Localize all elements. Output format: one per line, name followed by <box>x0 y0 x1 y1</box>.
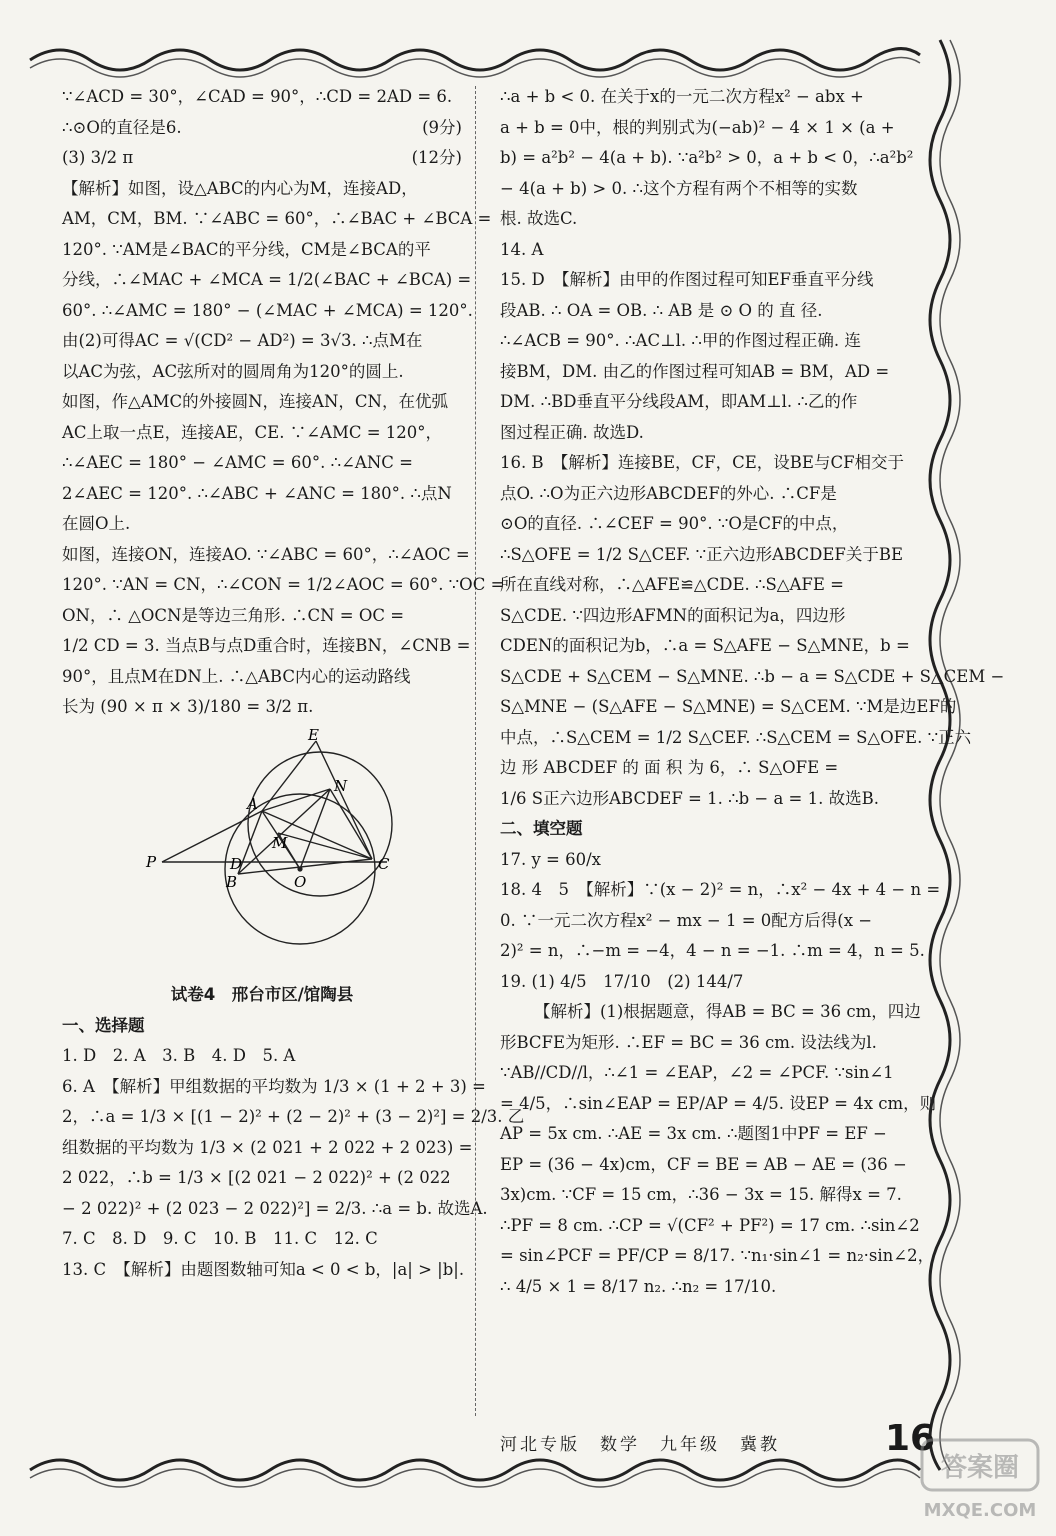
text-line: ∴a + b < 0. 在关于x的一元二次方程x² − abx + <box>500 87 864 106</box>
text-line: ∴PF = 8 cm. ∴CP = √(CF² + PF²) = 17 cm. ∴sin∠2 <box>500 1215 920 1235</box>
text-line: 【解析】如图，设△ABC的内心为M，连接AD， <box>62 178 418 198</box>
text-line: 2，∴a = 1/3 × [(1 − 2)² + (2 − 2)² + (3 − 2)²] = 2/3. 乙 <box>62 1107 525 1126</box>
text-line: ∵AB//CD//l，∴∠1 = ∠EAP，∠2 = ∠PCF. ∵sin∠1 <box>500 1063 894 1082</box>
figure-label: E <box>308 725 319 744</box>
geometry-figure <box>102 725 432 954</box>
text-line: b) = a²b² − 4(a + b). ∵a²b² > 0，a + b < 0，∴a²b² <box>500 148 914 167</box>
figure-label: O <box>294 872 307 891</box>
text-line: EP = (36 − 4x)cm，CF = BE = AB − AE = (36 − <box>500 1154 907 1174</box>
text-line: 根. 故选C. <box>500 209 578 228</box>
text-line: 2 022，∴b = 1/3 × [(2 021 − 2 022)² + (2 022 <box>62 1168 451 1187</box>
text-line: − 2 022)² + (2 023 − 2 022)²] = 2/3. ∴a = b. 故选A. <box>62 1198 488 1218</box>
text-line: 120°. ∵AM是∠BAC的平分线，CM是∠BCA的平 <box>62 239 431 259</box>
score-label: (12分) <box>411 148 462 167</box>
figure-label: A <box>247 794 258 813</box>
text-line: 如图，连接ON，连接AO. ∵∠ABC = 60°，∴∠AOC = <box>62 544 470 564</box>
figure-label: N <box>334 776 348 795</box>
text-line: 中点，∴S△CEM = 1/2 S△CEF. ∴S△CEM = S△OFE. ∵正六 <box>500 727 972 747</box>
text-line: 13. C 【解析】由题图数轴可知a < 0 < b，|a| > |b|. <box>62 1259 465 1279</box>
text-line: 18. 4 5 【解析】∵(x − 2)² = n，∴x² − 4x + 4 − n = <box>500 880 941 899</box>
text-line: 17. y = 60/x <box>500 849 601 869</box>
text-line: 1. D 2. A 3. B 4. D 5. A <box>62 1046 296 1065</box>
text-line: 1/2 CD = 3. 当点B与点D重合时，连接BN，∠CNB = <box>62 636 471 655</box>
figure-label: P <box>146 852 157 871</box>
text-line: 在圆O上. <box>62 514 131 533</box>
section-title: 试卷4 邢台市区/馆陶县 <box>170 985 354 1004</box>
text-line: (3) 3/2 π (12分) <box>62 143 462 174</box>
text-line: ∵∠ACD = 30°，∠CAD = 90°，∴CD = 2AD = 6. <box>62 87 453 106</box>
text-line: ON，∴ △OCN是等边三角形. ∴CN = OC = <box>62 605 405 625</box>
text-line: 90°，且点M在DN上. ∴△ABC内心的运动路线 <box>62 666 411 686</box>
figure-label: C <box>378 854 390 873</box>
text-line: S△MNE − (S△AFE − S△MNE) = S△CEM. ∵M是边EF的 <box>500 697 957 716</box>
text-line: 15. D 【解析】由甲的作图过程可知EF垂直平分线 <box>500 270 874 289</box>
text-line: 19. (1) 4/5 17/10 (2) 144/7 <box>500 971 744 991</box>
watermark-logo <box>920 1438 1040 1528</box>
text-line: ⊙O的直径. ∴∠CEF = 90°. ∵O是CF的中点， <box>500 514 849 533</box>
svg-text:答案圈: 答案圈 <box>940 1453 1020 1483</box>
text-line: − 4(a + b) > 0. ∴这个方程有两个不相等的实数 <box>500 178 858 198</box>
score-label: (9分) <box>422 117 462 137</box>
text-line: ∴S△OFE = 1/2 S△CEF. ∵正六边形ABCDEF关于BE <box>500 544 904 564</box>
right-column <box>500 82 1005 1302</box>
text-line: 组数据的平均数为 1/3 × (2 021 + 2 022 + 2 023) = <box>62 1137 473 1157</box>
section-heading: 一、选择题 <box>62 1015 145 1035</box>
text-line: 14. A <box>500 239 544 259</box>
text-line: 段AB. ∴ OA = OB. ∴ AB 是 ⊙ O 的 直 径. <box>500 300 823 320</box>
text-line: = 4/5，∴sin∠EAP = EP/AP = 4/5. 设EP = 4x cm，则 <box>500 1093 937 1113</box>
text-line: S△CDE. ∵四边形AFMN的面积记为a，四边形 <box>500 605 846 625</box>
text-line: AP = 5x cm. ∴AE = 3x cm. ∴题图1中PF = EF − <box>500 1124 887 1143</box>
figure-label: M <box>272 833 288 852</box>
text-line: S△CDE + S△CEM − S△MNE. ∴b − a = S△CDE + S△CEM − <box>500 666 1005 686</box>
text-line: 以AC为弦，AC弦所对的圆周角为120°的圆上. <box>62 361 404 381</box>
figure-label: B <box>226 872 238 891</box>
section-heading: 二、填空题 <box>500 819 583 838</box>
text-line: 如图，作△AMC的外接圆N，连接AN，CN，在优弧 <box>62 392 448 411</box>
text-line: 2)² = n，∴−m = −4，4 − n = −1. ∴m = 4，n = 5. <box>500 941 925 960</box>
text-line: 7. C 8. D 9. C 10. B 11. C 12. C <box>62 1229 378 1248</box>
text-line: 60°. ∴∠AMC = 180° − (∠MAC + ∠MCA) = 120°. <box>62 300 473 320</box>
text-line: 图过程正确. 故选D. <box>500 422 644 442</box>
text-line: CDEN的面积记为b，∴a = S△AFE − S△MNE，b = <box>500 636 910 655</box>
text-line: ∴ 4/5 × 1 = 8/17 n₂. ∴n₂ = 17/10. <box>500 1276 777 1296</box>
text-line: 形BCFE为矩形. ∴EF = BC = 36 cm. 设法线为l. <box>500 1032 877 1052</box>
text-line: 0. ∵一元二次方程x² − mx − 1 = 0配方后得(x − <box>500 910 873 930</box>
text-line: 边 形 ABCDEF 的 面 积 为 6，∴ S△OFE = <box>500 758 839 777</box>
text-line: 分线，∴∠MAC + ∠MCA = 1/2(∠BAC + ∠BCA) = <box>62 270 472 289</box>
text-line: = sin∠PCF = PF/CP = 8/17. ∵n₁·sin∠1 = n₂·sin∠2， <box>500 1246 935 1265</box>
text-line: 120°. ∵AN = CN，∴∠CON = 1/2∠AOC = 60°. ∵OC = <box>62 575 505 594</box>
text-line: 所在直线对称，∴△AFE≌△CDE. ∴S△AFE = <box>500 575 844 594</box>
text-line: 由(2)可得AC = √(CD² − AD²) = 3√3. ∴点M在 <box>62 331 423 350</box>
text-line: 【解析】(1)根据题意，得AB = BC = 36 cm，四边 <box>534 1002 921 1021</box>
text-line: 2∠AEC = 120°. ∴∠ABC + ∠ANC = 180°. ∴点N <box>62 483 452 503</box>
text-line: ∴⊙O的直径是6. (9分) <box>62 113 462 144</box>
text-line: AM，CM，BM. ∵∠ABC = 60°，∴∠BAC + ∠BCA = <box>62 209 492 228</box>
text-line: AC上取一点E，连接AE，CE. ∵∠AMC = 120°， <box>62 422 443 442</box>
text-line: a + b = 0中，根的判别式为(−ab)² − 4 × 1 × (a + <box>500 117 895 137</box>
svg-text:MXQE.COM: MXQE.COM <box>923 1500 1037 1521</box>
text-line: DM. ∴BD垂直平分线段AM，即AM⊥l. ∴乙的作 <box>500 392 858 411</box>
figure-label: D <box>230 854 243 873</box>
page-number: 16 <box>885 1418 936 1459</box>
text-line: 长为 (90 × π × 3)/180 = 3/2 π. <box>62 697 314 716</box>
text-line: ∴∠ACB = 90°. ∴AC⊥l. ∴甲的作图过程正确. 连 <box>500 331 861 350</box>
text-line: 接BM，DM. 由乙的作图过程可知AB = BM，AD = <box>500 361 890 381</box>
text-line: 点O. ∴O为正六边形ABCDEF的外心. ∴CF是 <box>500 483 837 503</box>
text-line: ∴∠AEC = 180° − ∠AMC = 60°. ∴∠ANC = <box>62 453 413 472</box>
footer-text: 河北专版 数学 九年级 冀教 <box>500 1435 780 1455</box>
text-line: 3x)cm. ∵CF = 15 cm，∴36 − 3x = 15. 解得x = 7. <box>500 1185 902 1204</box>
text-line: 1/6 S正六边形ABCDEF = 1. ∴b − a = 1. 故选B. <box>500 788 879 808</box>
text-line: 16. B 【解析】连接BE，CF，CE，设BE与CF相交于 <box>500 453 905 472</box>
text-line: 6. A 【解析】甲组数据的平均数为 1/3 × (1 + 2 + 3) = <box>62 1076 486 1096</box>
